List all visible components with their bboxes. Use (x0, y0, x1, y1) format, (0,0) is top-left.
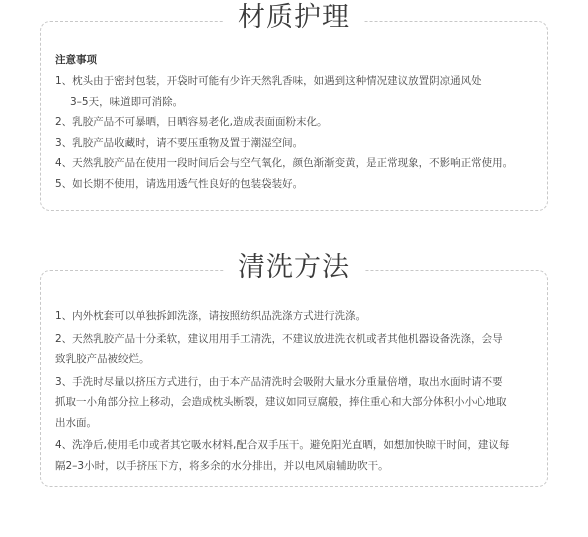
care-item-1 (55, 71, 539, 112)
wash-section (40, 252, 548, 487)
wash-item-4-line-1: 4、洗净后,使用毛巾或者其它吸水材料,配合双手压干。避免阳光直晒，如想加快晾干时间，建议每 (55, 439, 510, 451)
care-item-4 (55, 153, 539, 174)
care-title: 材质护理 (224, 1, 364, 35)
wash-item-2-line-2: 致乳胶产品被绞烂。 (55, 353, 150, 365)
wash-item-4-line-2: 隔2–3小时，以手挤压下方，将多余的水分排出，并以电风扇辅助吹干。 (55, 459, 389, 472)
wash-item-2-line-1: 2、天然乳胶产品十分柔软，建议用用手工清洗，不建议放进洗衣机或者其他机器设备洗涤，会导 (55, 332, 503, 345)
wash-title: 清洗方法 (224, 251, 364, 285)
care-item-5 (55, 174, 539, 195)
wash-item-3-line-3: 出水面。 (55, 416, 97, 429)
care-section (40, 2, 548, 211)
care-item-3 (55, 133, 539, 154)
notice-heading: 注意事项 (55, 54, 97, 66)
wash-item-3 (55, 372, 537, 434)
wash-item-3-line-1: 3、手洗时尽量以挤压方式进行，由于本产品清洗时会吸附大量水分重量倍增，取出水面时请不要 (55, 375, 503, 388)
care-item-5-text: 5、如长期不使用，请选用透气性良好的包装袋装好。 (55, 177, 304, 190)
wash-item-1-line-1: 1、内外枕套可以单独拆卸洗涤，请按照纺织品洗涤方式进行洗涤。 (55, 310, 367, 322)
wash-item-1 (55, 306, 537, 327)
care-item-4-text: 4、天然乳胶产品在使用一段时间后会与空气氧化，颜色渐渐变黄，是正常现象，不影响正常使用。 (55, 157, 514, 169)
wash-item-4 (55, 435, 537, 476)
care-item-1-line-2: 3–5天，味道即可消除。 (70, 95, 184, 108)
care-list (55, 71, 539, 194)
care-item-1-line-1: 1、枕头由于密封包装，开袋时可能有少许天然乳香味，如遇到这种情况建议放置阴凉通风处 (55, 75, 482, 87)
care-item-2 (55, 112, 539, 133)
wash-list (55, 306, 537, 478)
wash-item-3-line-2: 抓取一小角部分拉上移动，会造成枕头断裂，建议如同豆腐般，捧住重心和大部分体积小小心地取 (55, 396, 507, 408)
care-item-2-text: 2、乳胶产品不可暴晒，日晒容易老化,造成表面面粉末化。 (55, 116, 328, 128)
care-item-3-text: 3、乳胶产品收藏时，请不要压重物及置于潮湿空间。 (55, 136, 304, 149)
wash-item-2 (55, 329, 537, 370)
